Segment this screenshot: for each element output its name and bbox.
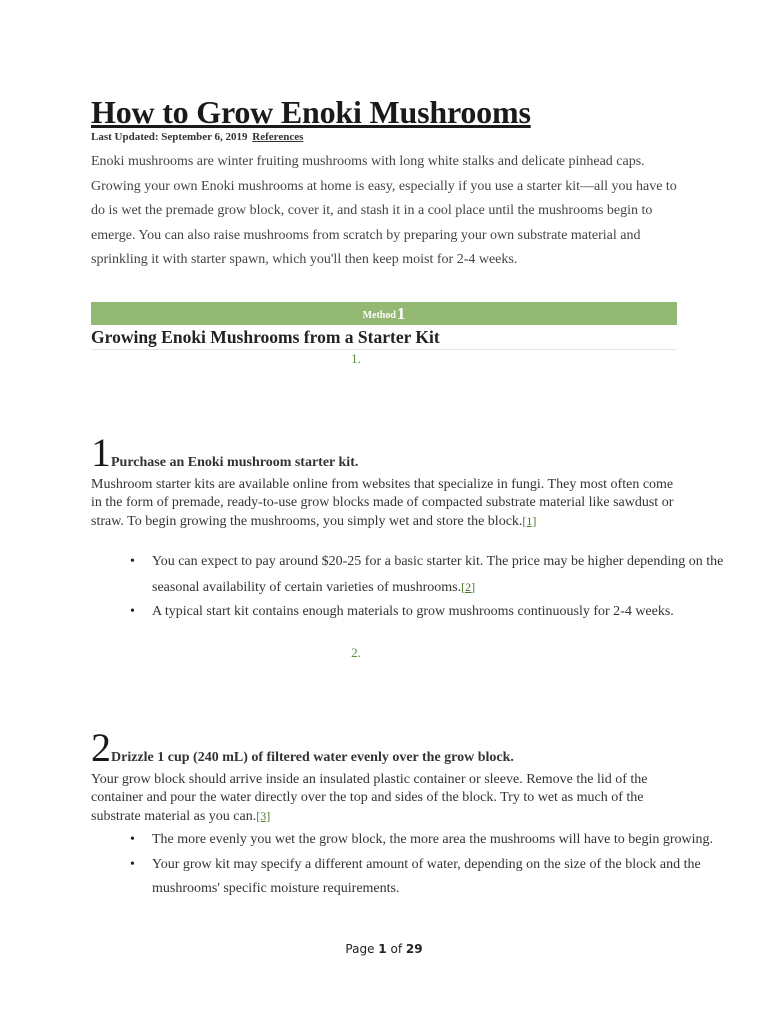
- citation-link[interactable]: [1]: [522, 514, 537, 528]
- list-item: [152, 550, 738, 600]
- of-word: of: [390, 942, 403, 956]
- citation-link[interactable]: [2]: [461, 579, 476, 594]
- citation-link[interactable]: [3]: [256, 809, 271, 823]
- references-link[interactable]: References: [252, 131, 304, 143]
- bullet-text: Your grow kit may specify a different amount of water, depending on the size of the block and the mushrooms' specific moisture requirements.: [152, 856, 701, 896]
- step-heading: [91, 430, 359, 475]
- step-index-label: 1.: [351, 351, 361, 366]
- total-pages-number: 29: [405, 942, 423, 956]
- bullet-text: The more evenly you wet the grow block, the more area the mushrooms will have to begin growing.: [152, 832, 714, 847]
- page-footer: [0, 942, 768, 956]
- step-big-number: 2: [91, 725, 111, 770]
- method-title: Growing Enoki Mushrooms from a Starter Kit: [91, 326, 677, 350]
- bullet-text: A typical start kit contains enough materials to grow mushrooms continuously for 2-4 weeks.: [152, 604, 674, 619]
- step-big-number: 1: [91, 430, 111, 475]
- article-title: How to Grow Enoki Mushrooms: [91, 94, 531, 130]
- list-item: [152, 828, 738, 853]
- list-item: [152, 600, 738, 625]
- step-heading-text: Drizzle 1 cup (240 mL) of filtered water evenly over the grow block.: [111, 750, 514, 765]
- step-bullet-list: [91, 828, 738, 902]
- method-label: Method: [362, 310, 396, 321]
- list-item: [152, 853, 738, 902]
- step-heading-text: Purchase an Enoki mushroom starter kit.: [111, 455, 359, 470]
- step-body: [91, 476, 677, 531]
- step-body-text: Mushroom starter kits are available online from websites that specialize in fungi. They most often come in the form of premade, ready-to-use grow blocks made of compacted substrate material like sawdust or straw. To begin growing the mushrooms, you simply wet and store the block.: [91, 477, 674, 529]
- article-intro: Enoki mushrooms are winter fruiting mushrooms with long white stalks and delicate pinhead caps. Growing your own Enoki mushrooms at home is easy, especially if you use a starter kit—all you have to do is wet the premade grow block, cover it, and stash it in a cool place until the mushrooms begin to emerge. You can also raise mushrooms from scratch by preparing your own substrate material and sprinkling it with starter spawn, which you'll then keep moist for 2-4 weeks.: [91, 154, 677, 267]
- step-body: [91, 771, 677, 826]
- step-index-label: 2.: [351, 645, 361, 660]
- current-page-number: 1: [378, 942, 387, 956]
- step-body-text: Your grow block should arrive inside an insulated plastic container or sleeve. Remove the lid of the container and pour the water directly over the top and sides of the block. Try to wet as much of the substrate material as you can.: [91, 772, 648, 824]
- last-updated-text: Last Updated: September 6, 2019: [91, 131, 248, 143]
- page-word: Page: [345, 942, 375, 956]
- method-banner: [91, 302, 677, 325]
- step-heading: [91, 725, 514, 770]
- article-meta: [91, 131, 303, 143]
- bullet-text: You can expect to pay around $20-25 for a basic starter kit. The price may be higher depending on the seasonal availability of certain varieties of mushrooms.: [152, 554, 724, 595]
- method-number: 1: [396, 304, 406, 323]
- step-bullet-list: [91, 550, 738, 625]
